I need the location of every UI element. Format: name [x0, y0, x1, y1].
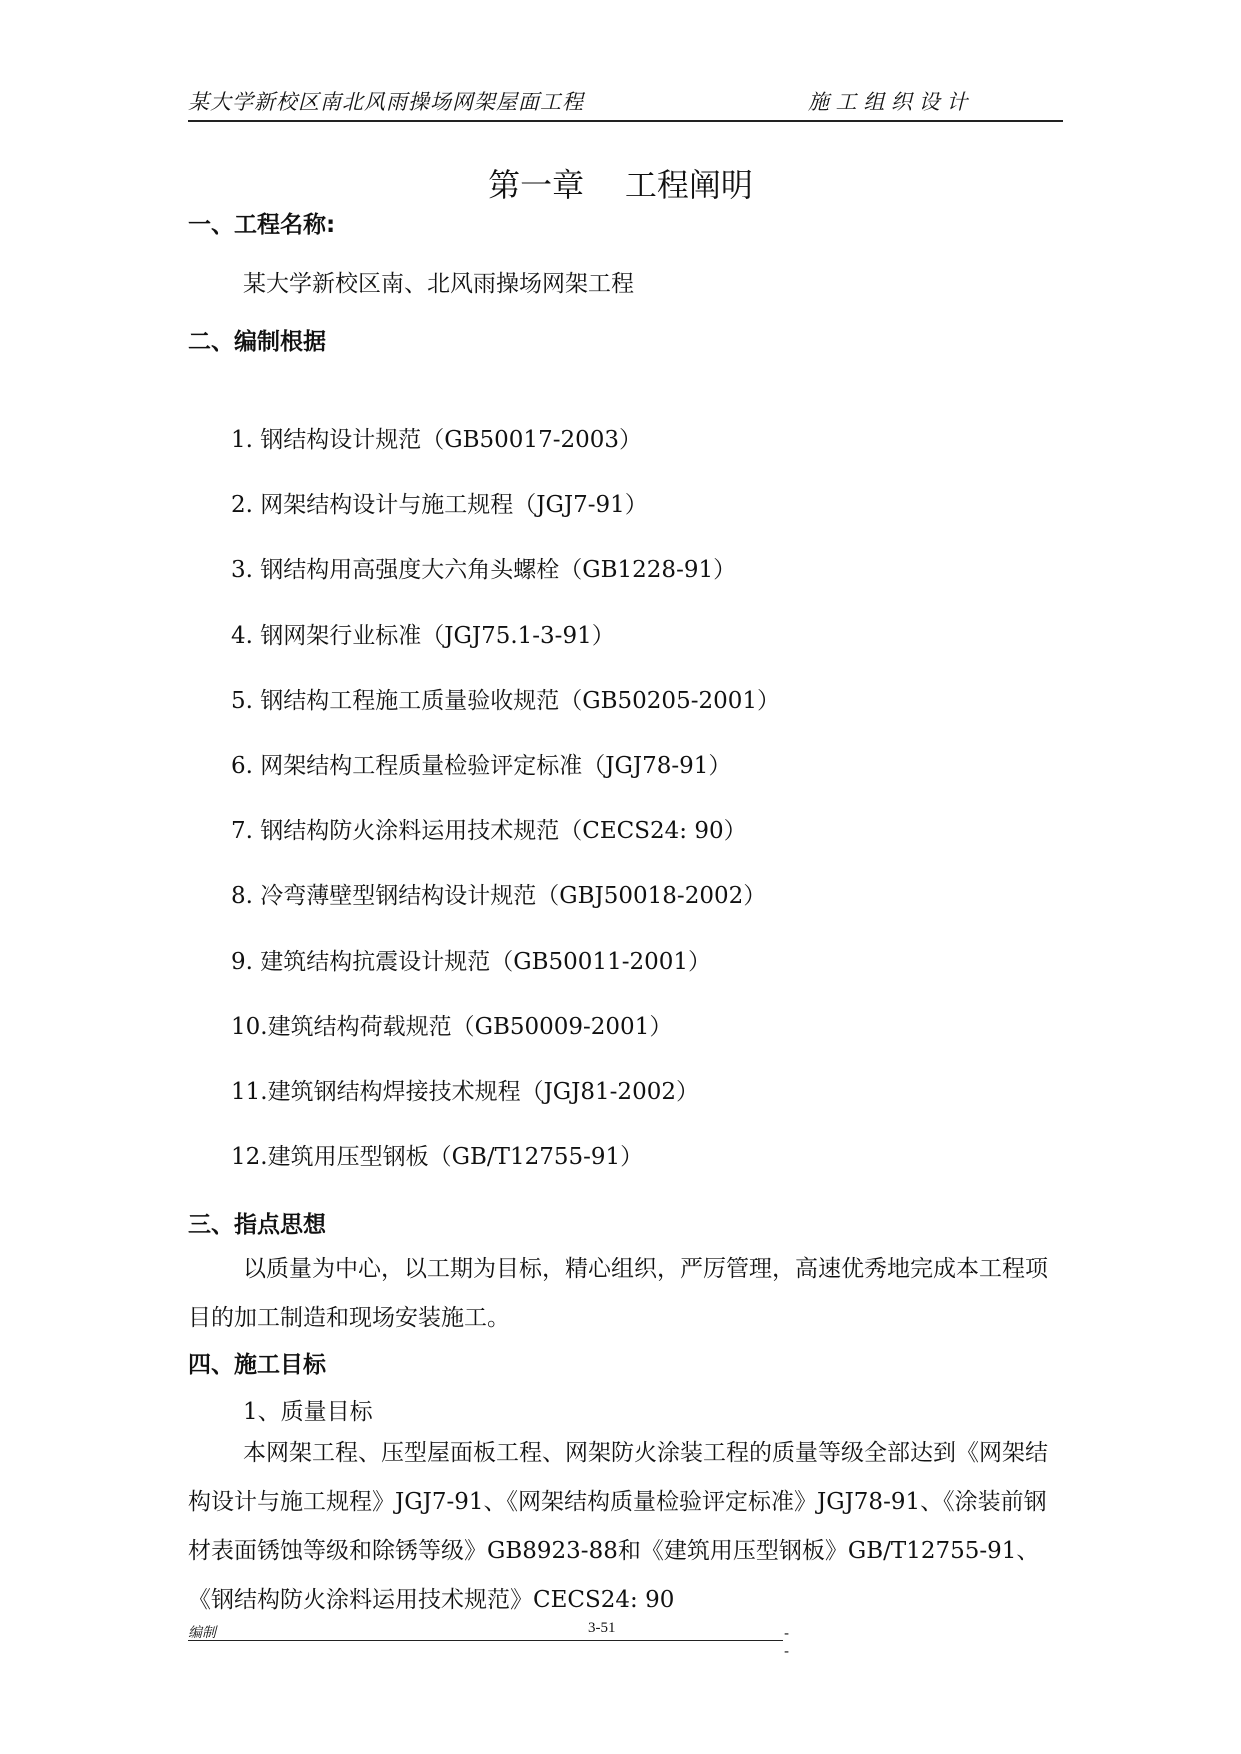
quality-target-subtitle: 1、质量目标	[243, 1399, 373, 1425]
list-item: 1. 钢结构设计规范（GB50017-2003）	[231, 427, 643, 453]
chapter-title: 第一章 工程阐明	[488, 166, 753, 204]
list-item: 6. 网架结构工程质量检验评定标准（JGJ78-91）	[231, 752, 732, 779]
section-1-title: 一、工程名称:	[188, 212, 336, 238]
header-doc-type: 施 工 组 织 设 计	[808, 90, 968, 114]
list-item: 7. 钢结构防火涂料运用技术规范（CECS24: 90）	[231, 818, 747, 845]
list-item: 8. 冷弯薄壁型钢结构设计规范（GBJ50018-2002）	[231, 883, 767, 910]
list-item: 4. 钢网架行业标准（JGJ75.1-3-91）	[231, 622, 615, 649]
page-number: 3-51	[588, 1620, 616, 1636]
section-3-title: 三、指点思想	[188, 1212, 326, 1238]
header-project-name: 某大学新校区南北风雨操场网架屋面工程	[188, 90, 584, 114]
footer-dash: --	[784, 1624, 790, 1660]
list-item: 2. 网架结构设计与施工规程（JGJ7-91）	[231, 492, 648, 519]
quality-target-paragraph	[188, 1429, 1063, 1625]
list-item: 12.建筑用压型钢板（GB/T12755-91）	[231, 1144, 644, 1171]
guiding-principle-text: 以质量为中心，以工期为目标，精心组织，严厉管理，高速优秀地完成本工程项目的加工制造和现场安装施工。	[188, 1256, 1048, 1331]
page-footer	[188, 1620, 790, 1660]
quality-target-text: 本网架工程、压型屋面板工程、网架防火涂装工程的质量等级全部达到《网架结构设计与施工规程》JGJ7-91、《网架结构质量检验评定标准》JGJ78-91、《涂装前钢材表面锈蚀等级和除锈等级》GB8923-88和《建筑用压型钢板》GB/T12755-91、《钢结构防火涂料运用技术规范》CECS24: 90	[188, 1440, 1048, 1613]
section-2-title: 二、编制根据	[188, 329, 326, 355]
guiding-principle-paragraph	[188, 1245, 1063, 1343]
list-item: 11.建筑钢结构焊接技术规程（JGJ81-2002）	[231, 1078, 699, 1105]
list-item: 3. 钢结构用高强度大六角头螺栓（GB1228-91）	[231, 557, 737, 584]
page-header	[188, 88, 1063, 122]
footer-signature: 编制	[188, 1625, 216, 1641]
list-item: 5. 钢结构工程施工质量验收规范（GB50205-2001）	[231, 687, 781, 714]
project-name-text: 某大学新校区南、北风雨操场网架工程	[243, 271, 634, 297]
list-item: 10.建筑结构荷载规范（GB50009-2001）	[231, 1013, 673, 1040]
footer-rule	[188, 1640, 783, 1641]
basis-list	[231, 425, 780, 1207]
list-item: 9. 建筑结构抗震设计规范（GB50011-2001）	[231, 948, 712, 975]
section-4-title: 四、施工目标	[188, 1352, 326, 1378]
